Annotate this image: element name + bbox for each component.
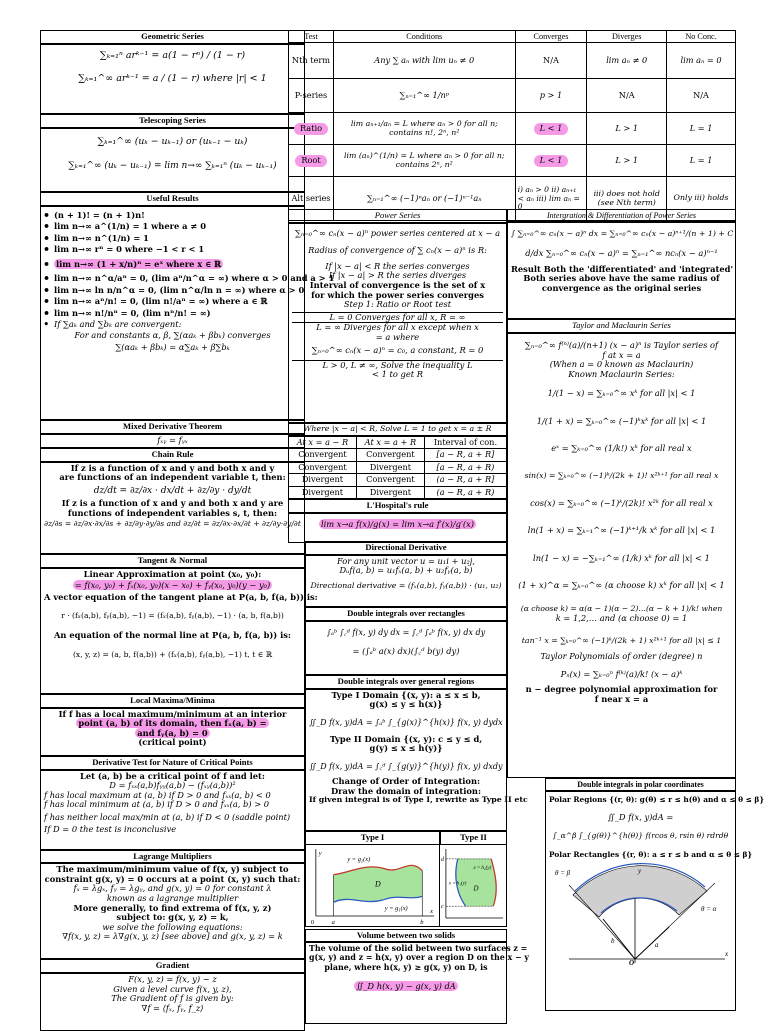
test-noconc: N/A — [667, 79, 736, 113]
power-line: Interval of convergence is the set of x — [309, 280, 486, 290]
intdiff-line: convergence as the original series — [541, 282, 702, 293]
telescoping-form: ∑ₖ₌₁^∞ (uₖ − uₖ₋₁) or (uₖ₋₁ − uₖ) — [97, 135, 248, 147]
test-diverges: L > 1 — [587, 145, 667, 177]
theta-beta-label: θ = β — [555, 869, 571, 878]
taylor-line: ln(1 − x) = −∑ₖ₌₁^∞ (1/k) xᵏ for all |x| < 1 — [533, 552, 710, 563]
test-converges-cell — [515, 113, 587, 145]
tangent-normal-header: Tangent & Normal — [40, 554, 305, 568]
gradient-text: F(x, y, z) = f(x, y) − z — [128, 974, 217, 985]
polar-line: Polar Regions {(r, θ): g(θ) ≤ r ≤ h(θ) and α ≤ θ ≤ β} — [549, 795, 765, 805]
lagrange-text: we solve the following equations: — [102, 921, 243, 932]
test-noconc: lim aₙ = 0 — [667, 43, 736, 79]
gradient-text: ∇f = ⟨fₓ, fᵧ, f_z⟩ — [141, 1002, 204, 1013]
table-row — [289, 145, 736, 177]
local-maxmin-box — [40, 708, 305, 756]
geometric-formula-infinite: ∑ₖ₌₁^∞ arᵏ⁻¹ = a / (1 − r) where |r| < 1 — [78, 72, 267, 84]
lagrange-text: More generally, to find extrema of f(x, y, z) — [73, 902, 272, 913]
taylor-line: k = 1,2,… and (α choose 0) = 1 — [555, 612, 688, 623]
lagrange-text: subject to: g(x, y, z) = k, — [116, 912, 229, 923]
derivative-test-box — [40, 770, 305, 850]
rect-line: = (∫ₐᵇ a(x) dx)(∫꜀ᵈ b(y) dy) — [352, 645, 460, 656]
col-header: Conditions — [333, 31, 515, 43]
volume-line: The volume of the solid between two surfaces z = — [309, 944, 528, 954]
ratio-highlight: Ratio — [294, 123, 328, 134]
polar-box — [545, 791, 765, 1011]
taylor-line: f near x = a — [594, 693, 649, 704]
endpoint-table — [288, 436, 507, 499]
root-converges-highlight: L < 1 — [534, 155, 569, 166]
tangent-text: A vector equation of the tangent plane at P(a, b, f(a, b)) is: — [44, 591, 318, 602]
chain-text: If z is a function of x and y and both x and y are — [61, 498, 284, 509]
b-label: b — [611, 937, 615, 946]
test-diverges: N/A — [587, 79, 667, 113]
general-line: g(x) ≤ y ≤ h(x)} — [369, 699, 443, 710]
cell: Convergent — [289, 461, 357, 473]
chain-rule-box — [40, 462, 305, 554]
taylor-line: Taylor Polynomials of order (degree) n — [540, 651, 703, 662]
cell: Convergent — [356, 449, 424, 461]
list-item: • lim n→∞ n^(1/n) = 1 — [44, 233, 301, 245]
type1-title: Type I — [305, 831, 440, 845]
mixed-derivative-formula: fₓᵧ = fᵧₓ — [157, 434, 188, 445]
general-line: If given integral is of Type I, rewrite as Type II etc — [309, 795, 528, 805]
rect-line: ∫ₐᵇ ∫꜀ᵈ f(x, y) dy dx = ∫꜀ᵈ ∫ₐᵇ f(x, y) dx dy — [326, 627, 486, 637]
x-label: x — [430, 907, 433, 915]
local-maxmin-header: Local Maxima/Minima — [40, 694, 305, 708]
chain-formula-1: dz/dt = ∂z/∂x · dx/dt + ∂z/∂y · dy/dt — [93, 485, 252, 496]
local-text-highlight: point (a, b) of its domain, then fₓ(a, b) = — [78, 718, 267, 729]
test-noconc: L = 1 — [667, 113, 736, 145]
test-name: Nth term — [289, 43, 334, 79]
list-item — [44, 256, 301, 274]
cell: Convergent — [356, 474, 424, 486]
directional-header: Directional Derivative — [305, 541, 507, 555]
lagrange-text: fₓ = λgₓ, fᵧ = λgᵧ, and g(x, y) = 0 for constant λ — [73, 883, 272, 894]
test-noconc: Only iii) holds — [667, 177, 736, 221]
test-converges: N/A — [515, 43, 587, 79]
convergence-tests — [288, 30, 736, 221]
lagrange-text: known as a lagrange multiplier — [106, 893, 239, 903]
cell: Convergent — [289, 449, 357, 461]
general-line: g(y) ≤ x ≤ h(y)} — [369, 743, 443, 754]
polar-line: ∫_α^β ∫_{g(θ)}^{h(θ)} f(rcos θ, rsin θ) rdrdθ — [552, 831, 729, 841]
chain-formula-2: ∂z/∂s = ∂z/∂x·∂x/∂s + ∂z/∂y·∂y/∂s and ∂z/∂t = ∂z/∂x·∂x/∂t + ∂z/∂y·∂y/∂t — [44, 519, 301, 529]
lagrange-box — [40, 863, 305, 959]
test-condition: lim (aₙ)^(1/n) = L where aₙ > 0 for all n; contains 2ⁿ, n² — [333, 145, 515, 177]
volume-formula: ∬_D h(x, y) − g(x, y) dA — [356, 980, 456, 991]
directional-line: Directional derivative = (fₓ(a,b), fᵧ(a,b)) · (u₁, u₂) — [310, 580, 502, 590]
derivtest-text: f has neither local max/min at (a, b) if D < 0 (saddle point) — [44, 811, 291, 822]
taylor-line: (α choose k) = α(α − 1)(α − 2)…(α − k + 1)/k! when — [520, 603, 723, 613]
polar-line: Polar Rectangles {(r, θ): a ≤ r ≤ b and α ≤ θ ≤ β} — [549, 849, 753, 859]
gradient-box — [40, 973, 305, 1031]
test-condition: ∑ₙ₌₁^∞ 1/nᵖ — [333, 79, 515, 113]
general-integrals-box — [305, 689, 528, 831]
general-line: Draw the domain of integration: — [330, 785, 482, 796]
chain-text: If z is a function of x and y and both x and y — [70, 462, 275, 473]
taylor-line: eˣ = ∑ₖ₌₀^∞ (1/k!) xᵏ for all real x — [551, 443, 692, 454]
type2-panel — [440, 831, 507, 927]
linearity-line: For and constants α, β, ∑(αaₖ + βbₖ) converges — [74, 329, 271, 340]
test-name-cell — [289, 145, 334, 177]
table-row — [289, 449, 507, 461]
power-line: L > 0, L ≠ ∞, Solve the inequality L — [292, 360, 503, 371]
general-line: Change of Order of Integration: — [331, 776, 481, 787]
column-middle — [288, 209, 507, 543]
taylor-line: Pₙ(x) = ∑ₖ₌₀ⁿ f⁽ᵏ⁾(a)/k! (x − a)ᵏ — [560, 668, 683, 679]
gradient-text: Given a level curve f(x, y, z), — [113, 983, 232, 994]
test-condition: lim aₙ₊₁/aₙ = L where aₙ > 0 for all n; contains n!, 2ⁿ, n² — [333, 113, 515, 145]
test-converges: p > 1 — [515, 79, 587, 113]
right-curve-label: x = h₂(y) — [473, 865, 492, 871]
cell: Divergent — [356, 461, 424, 473]
table-header-row — [289, 31, 736, 43]
lagrange-text: ∇f(x, y, z) = λ∇g(x, y, z) [see above] and g(x, y, z) = k — [62, 931, 283, 942]
y-label: y — [638, 867, 642, 876]
volume-line: plane, where h(x, y) ≥ g(x, y) on D, is — [324, 962, 488, 972]
intdiff-line: Both series above have the same radius of — [523, 273, 720, 284]
test-diverges: iii) does not hold (see Nth term) — [587, 177, 667, 221]
taylor-header: Taylor and Maclaurin Series — [507, 319, 736, 333]
directional-line: Dᵤf(a, b) = u₁fₓ(a, b) + u₂fᵧ(a, b) — [339, 565, 473, 576]
intdiff-box — [507, 222, 736, 319]
column-middle-lower — [305, 541, 529, 1024]
test-condition: Any ∑ aₙ with lim uₙ ≠ 0 — [333, 43, 515, 79]
linear-approx-wrap — [44, 581, 301, 591]
linearity-formula: ∑(αaₖ + βbₖ) = α∑aₖ + β∑bₖ — [115, 342, 230, 353]
lhospital-formula: lim x→a f(x)/g(x) = lim x→a f′(x)/g′(x) — [320, 518, 474, 529]
theta-alpha-label: θ = α — [701, 905, 717, 914]
taylor-line: sin(x) = ∑ₖ₌₀^∞ (−1)ᵏ/(2k + 1)! x²ᵏ⁺¹ for all real x — [524, 470, 719, 480]
a-label: a — [331, 918, 335, 926]
list-item: • lim n→∞ a^(1/n) = 1 where a ≠ 0 — [44, 221, 301, 233]
col-header: At x = a − R — [289, 436, 357, 448]
power-line: Radius of convergence of ∑ cₙ(x − a)ⁿ is R: — [308, 245, 487, 256]
derivtest-text: D = fₓₓ(a,b)fᵧᵧ(a,b) − (fₓᵧ(a,b))² — [109, 780, 236, 791]
power-line: < 1 to get R — [372, 369, 423, 380]
lhospital-box — [288, 513, 507, 543]
power-line: Where |x − a| < R, Solve L = 1 to get x = a ± R — [303, 423, 492, 433]
table-row — [289, 461, 507, 473]
chain-text: functions of independent variables s, t, then: — [67, 507, 278, 518]
type1-diagram — [305, 845, 440, 927]
list-item: • lim n→∞ n!/nⁿ = 0, (lim nⁿ/n! = ∞) — [44, 308, 301, 320]
column-right — [507, 209, 736, 778]
polar-rectangle-diagram — [549, 863, 732, 968]
power-series-box — [288, 223, 507, 423]
chain-text: are functions of an independent variable t, then: — [59, 472, 286, 483]
gradient-header: Gradient — [40, 959, 305, 973]
telescoping-series-box — [40, 128, 305, 192]
c-label: c — [440, 903, 444, 910]
directional-box — [305, 555, 507, 607]
telescoping-series-header: Telescoping Series — [40, 114, 305, 128]
list-item: • If ∑aₖ and ∑bₖ are convergent: — [44, 319, 301, 331]
highlighted-exp-limit: lim n→∞ (1 + x/n)ⁿ = eˣ where x ∈ ℝ — [56, 258, 222, 269]
lagrange-header: Lagrange Multipliers — [40, 850, 305, 864]
derivtest-text: f has local maximum at (a, b) if D > 0 and fₓₓ(a, b) < 0 — [44, 789, 271, 800]
derivtest-text: If D = 0 the test is inconclusive — [44, 824, 177, 835]
chain-rule-header: Chain Rule — [40, 448, 305, 462]
table-row — [289, 79, 736, 113]
geometric-series-header: Geometric Series — [40, 30, 305, 44]
col-header: Diverges — [587, 31, 667, 43]
local-text: If f has a local maximum/minimum at an interior — [58, 708, 287, 719]
test-condition: ∑ₙ₌₁^∞ (−1)ⁿaₙ or (−1)ⁿ⁻¹aₙ — [333, 177, 515, 221]
lhospital-wrap — [292, 520, 503, 530]
region-label: D — [473, 884, 479, 892]
tangent-text: An equation of the normal line at P(a, b, f(a, b)) is: — [53, 630, 291, 641]
test-converges: i) aₙ > 0 ii) aₙ₊₁ < aₙ iii) lim aₙ = 0 — [515, 177, 587, 221]
power-series-header: Power Series — [288, 209, 507, 223]
general-line: Type I Domain {(x, y): a ≤ x ≤ b, — [331, 689, 481, 700]
test-name: P-series — [289, 79, 334, 113]
left-curve-label: x = h₁(y) — [448, 881, 467, 887]
intdiff-header: Intergration & Differentiation of Power Series — [507, 209, 736, 222]
table-row — [289, 486, 507, 498]
highlighted-linear-approx: = f(x₀, y₀) + fₓ(x₀, y₀)(x − x₀) + fᵧ(x₀, y₀)(y − y₀) — [74, 580, 271, 591]
y-label: y — [318, 849, 322, 857]
b-label: b — [420, 918, 424, 926]
table-row — [289, 474, 507, 486]
taylor-line: (When a = 0 known as Maclaurin) — [549, 359, 694, 370]
col-header: No Conc. — [667, 31, 736, 43]
derivative-test-header: Derivative Test for Nature of Critical Points — [40, 756, 305, 770]
cell: (a − R, a + R] — [424, 474, 506, 486]
intdiff-line: d/dx ∑ₙ₌₀^∞ cₙ(x − a)ⁿ = ∑ₙ₌₁^∞ ncₙ(x − a)ⁿ⁻¹ — [525, 248, 718, 259]
power-line: = a where — [375, 331, 420, 342]
region-label: D — [374, 878, 381, 888]
taylor-line: 1/(1 + x) = ∑ₖ₌₀^∞ (−1)ᵏxᵏ for all |x| < 1 — [536, 415, 707, 426]
type1-panel — [305, 831, 440, 927]
taylor-line: cos(x) = ∑ₖ₌₀^∞ (−1)ᵏ/(2k)! x²ᵏ for all real x — [530, 497, 713, 508]
power-line: Step 1: Ratio or Root test — [343, 299, 452, 310]
tangent-normal-box — [40, 568, 318, 694]
mixed-derivative-header: Mixed Derivative Theorem — [40, 420, 305, 434]
origin-label: 0 — [310, 918, 315, 926]
lagrange-text: The maximum/minimum value of f(x, y) subject to — [56, 864, 289, 875]
power-line: If |x − a| < R the series converges — [325, 260, 470, 271]
intdiff-line: ∫ ∑ₙ₌₀^∞ cₙ(x − a)ⁿ dx = ∑ₙ₌₀^∞ cₙ(x − a)ⁿ⁺¹/(n + 1) + C — [511, 229, 734, 239]
cell: [a − R, a + R] — [424, 449, 506, 461]
taylor-line: ∑ₙ₌₀^∞ f⁽ⁿ⁾(a)/(n+1) (x − a)ⁿ is Taylor series of — [524, 340, 719, 351]
volume-line: g(x, y) and z = h(x, y) over a region D on the x − y — [309, 953, 529, 963]
origin-label: O — [629, 959, 635, 968]
list-item: • (n + 1)! = (n + 1)n! — [44, 210, 301, 222]
table-row — [289, 113, 736, 145]
col-header: Interval of con. — [424, 436, 506, 448]
cell: (a − R, a + R) — [424, 486, 506, 498]
cell: [a − R, a + R) — [424, 461, 506, 473]
tangent-plane-formula: r · (fₓ(a,b), fᵧ(a,b), −1) = (fₓ(a,b), fᵧ(a,b), −1) · (a, b, f(a,b)) — [61, 611, 284, 621]
directional-line: For any unit vector u = u₁i + u₂j, — [336, 555, 475, 566]
d-label: d — [440, 856, 444, 863]
power-line: L = 0 Converges for all x, R = ∞ — [292, 312, 503, 323]
mixed-derivative-box — [40, 434, 305, 449]
power-line: L = ∞ Diverges for all x except when x — [292, 322, 503, 333]
taylor-line: f at x = a — [602, 349, 641, 360]
useful-results-list — [44, 209, 335, 331]
taylor-line: 1/(1 − x) = ∑ₖ₌₀^∞ xᵏ for all |x| < 1 — [547, 388, 696, 399]
upper-curve-label: y = g₂(x) — [347, 855, 371, 863]
list-item: • lim n→∞ aⁿ/n! = 0, (lim n!/aⁿ = ∞) where a ∈ ℝ — [44, 296, 301, 308]
power-line: ∑ₙ₌₀^∞ cₙ(x − a)ⁿ = c₀, a constant, R = 0 — [311, 345, 484, 356]
local-text: (critical point) — [138, 737, 207, 748]
power-interval-row — [288, 423, 507, 436]
general-integrals-header: Double integrals over general regions — [305, 675, 507, 689]
power-line: ∑ₙ₌₀^∞ cₙ(x − a)ⁿ power series centered at x − a — [294, 227, 501, 238]
ratio-converges-highlight: L < 1 — [534, 123, 569, 134]
power-line: for which the power series converges — [311, 289, 484, 300]
local-text-highlight-2: and fᵧ(a, b) = 0 — [137, 727, 208, 738]
test-diverges: lim aₙ ≠ 0 — [587, 43, 667, 79]
taylor-line: (1 + x)^α = ∑ₖ₌₀^∞ (α choose k) xᵏ for all |x| < 1 — [518, 580, 725, 591]
taylor-box — [507, 333, 736, 778]
cell: Divergent — [289, 486, 357, 498]
root-highlight: Root — [295, 155, 326, 166]
normal-line-formula: (x, y, z) = (a, b, f(a,b)) + (fₓ(a,b), fᵧ(a,b), −1) t, t ∈ ℝ — [72, 649, 273, 659]
test-diverges: L > 1 — [587, 113, 667, 145]
volume-header: Volume between two solids — [305, 929, 507, 943]
useful-results-box — [40, 206, 335, 420]
list-item: • lim n→∞ n^α/aⁿ = 0, (lim aⁿ/n^α = ∞) where α > 0 and a > 1 — [44, 273, 301, 285]
type2-diagram — [440, 845, 507, 927]
radius-a-arrow — [635, 927, 669, 959]
general-line: ∬_D f(x, y)dA = ∫꜀ᵈ ∫_{g(y)}^{h(y)} f(x, y) dxdy — [309, 761, 503, 771]
radius-b-arrow — [603, 919, 635, 959]
taylor-line: Known Maclaurin Series: — [568, 368, 675, 379]
general-line: Type II Domain {(x, y): c ≤ y ≤ d, — [329, 733, 483, 744]
rect-integrals-header: Double integrals over rectangles — [305, 607, 507, 621]
col-header: At x = a + R — [356, 436, 424, 448]
taylor-line: n − degree polynomial approximation for — [525, 684, 718, 695]
intdiff-line: Result Both the 'differentiated' and 'integrated' — [511, 263, 733, 274]
derivtest-text: Let (a, b) be a critical point of f and let: — [80, 770, 265, 781]
geometric-series-box — [40, 44, 305, 114]
test-converges-cell — [515, 145, 587, 177]
col-header: Converges — [515, 31, 587, 43]
lhospital-header: L'Hospital's rule — [288, 499, 507, 513]
col-header: Test — [289, 31, 334, 43]
general-line: ∬_D f(x, y)dA = ∫ₐᵇ ∫_{g(x)}^{h(x)} f(x, y) dydx — [309, 717, 503, 727]
type2-title: Type II — [440, 831, 507, 845]
table-header-row — [289, 436, 507, 448]
test-noconc: L = 1 — [667, 145, 736, 177]
type-diagrams — [305, 831, 507, 927]
taylor-line: ln(1 + x) = ∑ₖ₌₁^∞ (−1)ᵏ⁺¹/k xᵏ for all |x| < 1 — [527, 525, 716, 536]
derivtest-text: f has local minimum at (a, b) if D > 0 and fₓₓ(a, b) > 0 — [44, 799, 270, 810]
tangent-text: Linear Approximation at point (x₀, y₀): — [83, 568, 262, 579]
volume-box — [305, 942, 529, 1024]
test-name-cell — [289, 113, 334, 145]
telescoping-limit: ∑ₖ₌₁^∞ (uₖ − uₖ₋₁) = lim n→∞ ∑ₖ₌₁ⁿ (uₖ − uₖ₋₁) — [68, 161, 277, 172]
a-label: a — [655, 941, 659, 950]
power-line: If |x − a| > R the series diverges — [328, 270, 467, 281]
polar-header: Double integrals in polar coordinates — [545, 778, 736, 791]
x-label: x — [725, 950, 729, 959]
list-item: • lim n→∞ ln n/n^α = 0, (lim n^α/ln n = ∞) where α > 0 — [44, 285, 301, 297]
test-name: Alt series — [289, 177, 334, 221]
cell: Divergent — [289, 474, 357, 486]
list-item: • lim n→∞ rⁿ = 0 where −1 < r < 1 — [44, 244, 301, 256]
polar-line: ∬_D f(x, y)dA = — [607, 811, 674, 822]
useful-results-header: Useful Results — [40, 192, 305, 206]
table-row — [289, 43, 736, 79]
convergence-table — [288, 30, 736, 221]
lagrange-text: constraint g(x, y) = 0 occurs at a point (x, y) such that: — [44, 873, 301, 884]
cell: Divergent — [356, 486, 424, 498]
lower-curve-label: y = g₁(x) — [384, 904, 408, 912]
volume-formula-wrap — [309, 982, 503, 992]
taylor-line: tan⁻¹ x = ∑ₖ₌₀^∞ (−1)ᵏ/(2k + 1) x²ᵏ⁺¹ for all |x| ≤ 1 — [521, 636, 722, 646]
rect-integrals-box — [305, 621, 507, 675]
gradient-text: The Gradient of f is given by: — [111, 993, 234, 1004]
polar-section — [545, 778, 765, 1011]
geometric-formula-finite: ∑ₖ₌₁ⁿ arᵏ⁻¹ = a(1 − rⁿ) / (1 − r) — [99, 49, 246, 61]
